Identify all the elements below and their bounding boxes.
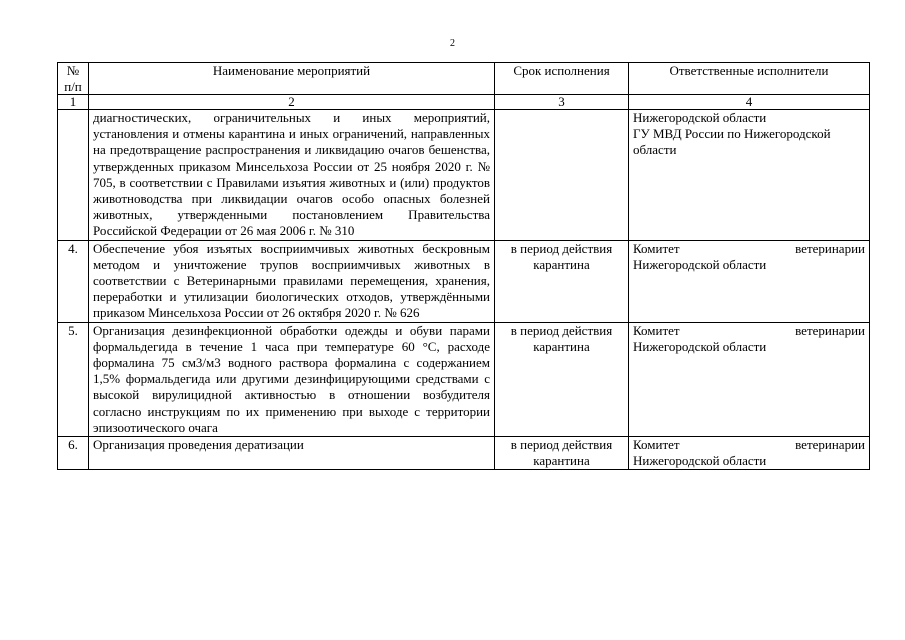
column-number: 3: [495, 95, 629, 110]
responsible-executors: [629, 240, 870, 322]
header-name: Наименование мероприятий: [89, 63, 495, 95]
row-number: 4.: [58, 240, 89, 322]
column-number: 4: [629, 95, 870, 110]
responsible-line: ГУ МВД России по Нижегородской области: [633, 126, 831, 158]
table-row: [58, 322, 870, 436]
column-number: 2: [89, 95, 495, 110]
responsible-line: Нижегородской области: [633, 453, 767, 469]
responsible-executors: [629, 437, 870, 470]
row-number: [58, 110, 89, 241]
responsible-line: Нижегородской области: [633, 256, 767, 272]
row-number: 5.: [58, 322, 89, 436]
header-term: Срок исполнения: [495, 63, 629, 95]
table-row: [58, 240, 870, 322]
execution-term: в период действия карантина: [495, 240, 629, 322]
page-number: 2: [450, 38, 455, 49]
table-row: [58, 437, 870, 470]
table-row: [58, 110, 870, 241]
header-number: № п/п: [58, 63, 89, 95]
measures-table: [57, 62, 870, 470]
responsible-executors: [629, 322, 870, 436]
execution-term: в период действия карантина: [495, 437, 629, 470]
responsible-line: Комитет ветеринарии: [633, 240, 865, 256]
responsible-line: Нижегородской области: [633, 338, 767, 354]
row-number: 6.: [58, 437, 89, 470]
measure-description: диагностических, ограничительных и иных мероприятий, установления и отмены карантина и иных ограничений, направленных на предотвращение распространения и ликвидацию очагов бешенства, утвержденных приказом Минсельхоза России от 25 ноября 2020 г. № 705, в соответствии с Правилами изъятия животных и (или) продуктов животноводства при ликвидации очагов особо опасных болезней животных, утвержденными постановлением Правительства Российской Федерации от 26 мая 2006 г. № 310: [89, 110, 495, 241]
responsible-line: Комитет ветеринарии: [633, 437, 865, 453]
execution-term: в период действия карантина: [495, 322, 629, 436]
measure-description: Обеспечение убоя изъятых восприимчивых животных бескровным методом и уничтожение трупов восприимчивых животных в соответствии с Ветеринарными правилами перемещения, хранения, переработки и утилизации биологических отходов, утверждёнными приказом Минсельхоза России от 26 октября 2020 г. № 626: [89, 240, 495, 322]
responsible-executors: [629, 110, 870, 241]
table-header-row: [58, 63, 870, 95]
responsible-line: Нижегородской области: [633, 110, 767, 125]
column-number-row: [58, 95, 870, 110]
column-number: 1: [58, 95, 89, 110]
responsible-line: Комитет ветеринарии: [633, 322, 865, 338]
measure-description: Организация проведения дератизации: [89, 437, 495, 470]
execution-term: [495, 110, 629, 241]
measure-description: Организация дезинфекционной обработки одежды и обуви парами формальдегида в течение 1 часа при температуре 60 °С, расходе формалина 75 см3/м3 водного раствора формалина с содержанием 1,5% формальдегида или другими дезинфицирующими средствами с высокой вирулицидной активностью в отношении возбудителя согласно инструкциям по их применению при выходе с территории эпизоотического очага: [89, 322, 495, 436]
header-responsible: Ответственные исполнители: [629, 63, 870, 95]
